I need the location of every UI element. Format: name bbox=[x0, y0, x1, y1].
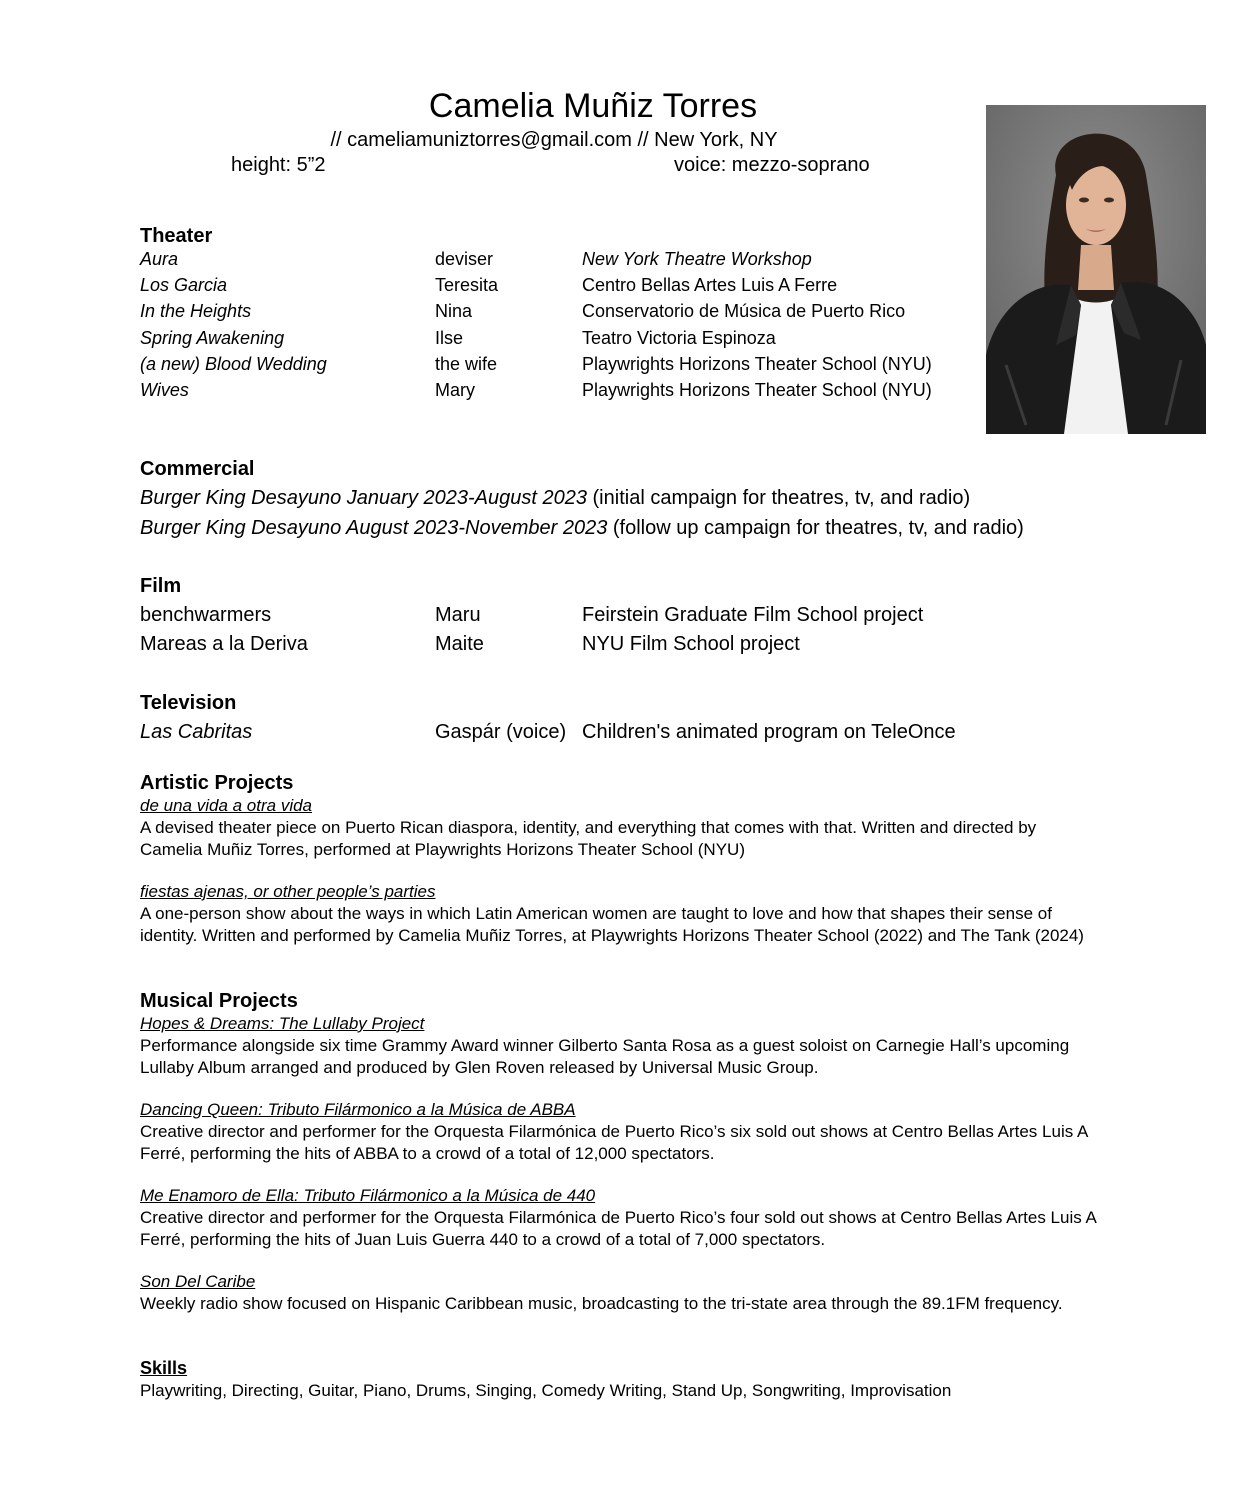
theater-venue: Centro Bellas Artes Luis A Ferre bbox=[582, 275, 838, 295]
contact-line: // cameliamuniztorres@gmail.com // New York, NY bbox=[330, 129, 778, 151]
commercial-heading: Commercial bbox=[140, 458, 255, 480]
skills-list: Playwriting, Directing, Guitar, Piano, Drums, Singing, Comedy Writing, Stand Up, Songwriting, Improvisation bbox=[140, 1381, 952, 1400]
theater-role: the wife bbox=[435, 354, 498, 374]
commercial-item bbox=[140, 516, 1024, 540]
musical-project-title: Hopes & Dreams: The Lullaby Project bbox=[140, 1014, 425, 1033]
theater-venue: Playwrights Horizons Theater School (NYU) bbox=[582, 380, 932, 400]
film-venue: NYU Film School project bbox=[582, 633, 800, 655]
commercial-title: Burger King Desayuno August 2023-November 2023 bbox=[140, 517, 608, 539]
television-role: Gaspár (voice) bbox=[435, 721, 567, 743]
television-heading: Television bbox=[140, 692, 237, 714]
height-info: height: 5”2 bbox=[231, 154, 326, 176]
television-title: Las Cabritas bbox=[140, 721, 253, 743]
commercial-note: (initial campaign for theatres, tv, and radio) bbox=[586, 487, 971, 509]
resume-name: Camelia Muñiz Torres bbox=[428, 87, 758, 125]
artistic-project-title: de una vida a otra vida bbox=[140, 796, 313, 815]
film-venue: Feirstein Graduate Film School project bbox=[582, 604, 924, 626]
commercial-title: Burger King Desayuno January 2023-August 2023 bbox=[140, 487, 587, 509]
film-role: Maru bbox=[435, 604, 481, 626]
theater-role: Teresita bbox=[435, 275, 499, 295]
theater-role: deviser bbox=[435, 249, 494, 269]
film-role: Maite bbox=[435, 633, 484, 655]
artistic-heading: Artistic Projects bbox=[140, 772, 294, 794]
theater-title: Aura bbox=[140, 249, 179, 269]
television-venue: Children's animated program on TeleOnce bbox=[582, 721, 956, 743]
artistic-project-description: A one-person show about the ways in which Latin American women are taught to love and how that shapes their sense of identity. Written and performed by Camelia Muñiz Torres, at Playwrights Horizons Theater School (2022) and The Tank (2024) bbox=[140, 904, 1084, 945]
theater-row bbox=[140, 248, 1040, 274]
theater-venue: New York Theatre Workshop bbox=[582, 249, 812, 269]
film-row bbox=[140, 632, 1100, 662]
theater-row bbox=[140, 274, 1040, 300]
theater-title: Spring Awakening bbox=[140, 328, 285, 348]
theater-role: Mary bbox=[435, 380, 475, 400]
musical-project-title: Dancing Queen: Tributo Filármonico a la Música de ABBA bbox=[140, 1100, 576, 1119]
theater-venue: Conservatorio de Música de Puerto Rico bbox=[582, 301, 906, 321]
commercial-note: (follow up campaign for theatres, tv, and radio) bbox=[607, 517, 1024, 539]
theater-row bbox=[140, 327, 1040, 353]
theater-heading: Theater bbox=[140, 225, 213, 247]
artistic-project-description: A devised theater piece on Puerto Rican diaspora, identity, and everything that comes with that. Written and directed by Camelia Muñiz Torres, performed at Playwrights Horizons Theater School (NYU) bbox=[140, 818, 1037, 859]
theater-row bbox=[140, 353, 1040, 379]
theater-row bbox=[140, 300, 1040, 326]
television-row bbox=[140, 720, 1100, 750]
film-title: Mareas a la Deriva bbox=[140, 633, 308, 655]
theater-title: (a new) Blood Wedding bbox=[140, 354, 327, 374]
musical-project-title: Son Del Caribe bbox=[140, 1272, 256, 1291]
film-heading: Film bbox=[140, 575, 182, 597]
commercial-item bbox=[140, 486, 970, 510]
theater-role: Nina bbox=[435, 301, 473, 321]
musical-heading: Musical Projects bbox=[140, 990, 298, 1012]
theater-title: In the Heights bbox=[140, 301, 252, 321]
musical-project-title: Me Enamoro de Ella: Tributo Filármonico a la Música de 440 bbox=[140, 1186, 596, 1205]
theater-role: Ilse bbox=[435, 328, 464, 348]
theater-title: Los Garcia bbox=[140, 275, 228, 295]
film-row bbox=[140, 603, 1100, 633]
musical-project-description: Creative director and performer for the Orquesta Filarmónica de Puerto Rico’s six sold out shows at Centro Bellas Artes Luis A Ferré, performing the hits of ABBA to a crowd of a total of 12,000 spectators. bbox=[140, 1122, 1088, 1163]
theater-row bbox=[140, 379, 1040, 405]
skills-heading: Skills bbox=[140, 1358, 188, 1378]
musical-project-description: Creative director and performer for the Orquesta Filarmónica de Puerto Rico’s four sold out shows at Centro Bellas Artes Luis A Ferré, performing the hits of Juan Luis Guerra 440 to a crowd of a total of 7,000 spectators. bbox=[140, 1208, 1096, 1249]
voice-info: voice: mezzo-soprano bbox=[674, 154, 870, 176]
theater-title: Wives bbox=[140, 380, 189, 400]
musical-project-description: Performance alongside six time Grammy Award winner Gilberto Santa Rosa as a guest soloist on Carnegie Hall’s upcoming Lullaby Album arranged and produced by Glen Roven released by Universal Music Group. bbox=[140, 1036, 1070, 1077]
film-title: benchwarmers bbox=[140, 604, 272, 626]
artistic-project-title: fiestas ajenas, or other people’s parties bbox=[140, 882, 436, 901]
theater-venue: Playwrights Horizons Theater School (NYU) bbox=[582, 354, 932, 374]
theater-venue: Teatro Victoria Espinoza bbox=[582, 328, 776, 348]
musical-project-description: Weekly radio show focused on Hispanic Caribbean music, broadcasting to the tri-state area through the 89.1FM frequency. bbox=[140, 1294, 1063, 1313]
